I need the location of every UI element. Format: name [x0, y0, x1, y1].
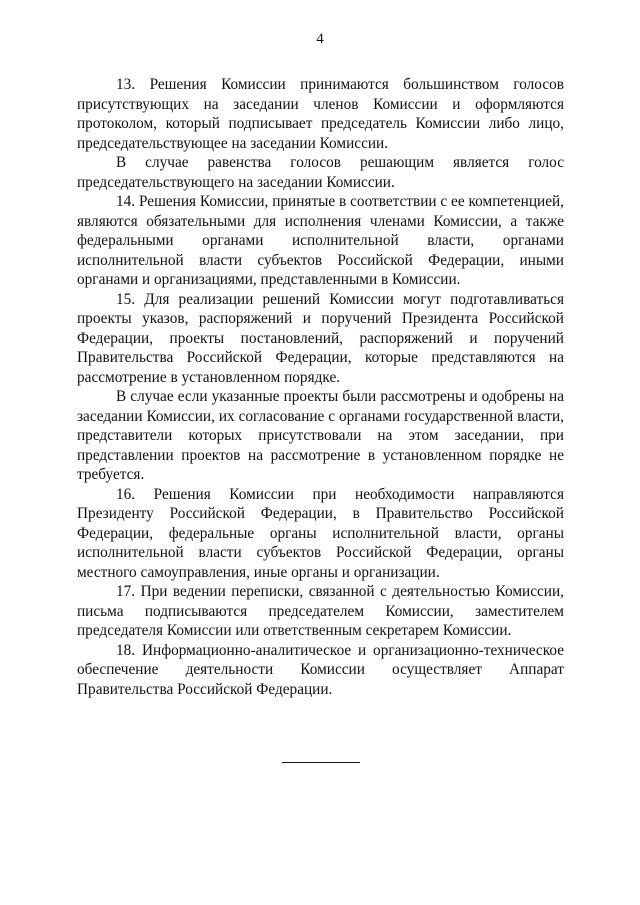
- document-body: [77, 75, 564, 699]
- paragraph-17: 17. При ведении переписки, связанной с деятельностью Комиссии, письма подписываются председателем Комиссии, заместителем председателя Комиссии или ответственным секретарем Комиссии.: [77, 583, 564, 639]
- page-number: 4: [316, 31, 324, 47]
- paragraph-13-tie-vote: В случае равенства голосов решающим является голос председательствующего на заседании Комиссии.: [77, 154, 564, 191]
- paragraph-18: 18. Информационно-аналитическое и организационно-техническое обеспечение деятельности Комиссии осуществляет Аппарат Правительства Российской Федерации.: [77, 641, 564, 698]
- paragraph-16: 16. Решения Комиссии при необходимости направляются Президенту Российской Федерации, в Правительство Российской Федерации, федеральные органы исполнительной власти, органы исполнительной власти субъектов Российской Федерации, органы местного самоуправления, иные органы и организации.: [77, 485, 564, 581]
- end-of-document-rule: [282, 762, 360, 763]
- paragraph-15: 15. Для реализации решений Комиссии могут подготавливаться проекты указов, распоряжений и поручений Президента Российской Федерации, проекты постановлений, распоряжений и поручений Правительства Российской Федерации, которые представляются на рассмотрение в установленном порядке.: [77, 290, 564, 386]
- paragraph-15-approval: В случае если указанные проекты были рассмотрены и одобрены на заседании Комиссии, их согласование с органами государственной власти, представители которых присутствовали на этом заседании, при представлении проектов на рассмотрение в установленном порядке не требуется.: [77, 388, 564, 483]
- paragraph-14: 14. Решения Комиссии, принятые в соответствии с ее компетенцией, являются обязательными для исполнения членами Комиссии, а также федеральными органами исполнительной власти, органами исполнительной власти субъектов Российской Федерации, иными органами и организациями, представленными в Комиссии.: [77, 193, 564, 288]
- paragraph-13: 13. Решения Комиссии принимаются большинством голосов присутствующих на заседании членов Комиссии и оформляются протоколом, который подписывает председатель Комиссии либо лицо, председательствующее на заседании Комиссии.: [77, 76, 564, 152]
